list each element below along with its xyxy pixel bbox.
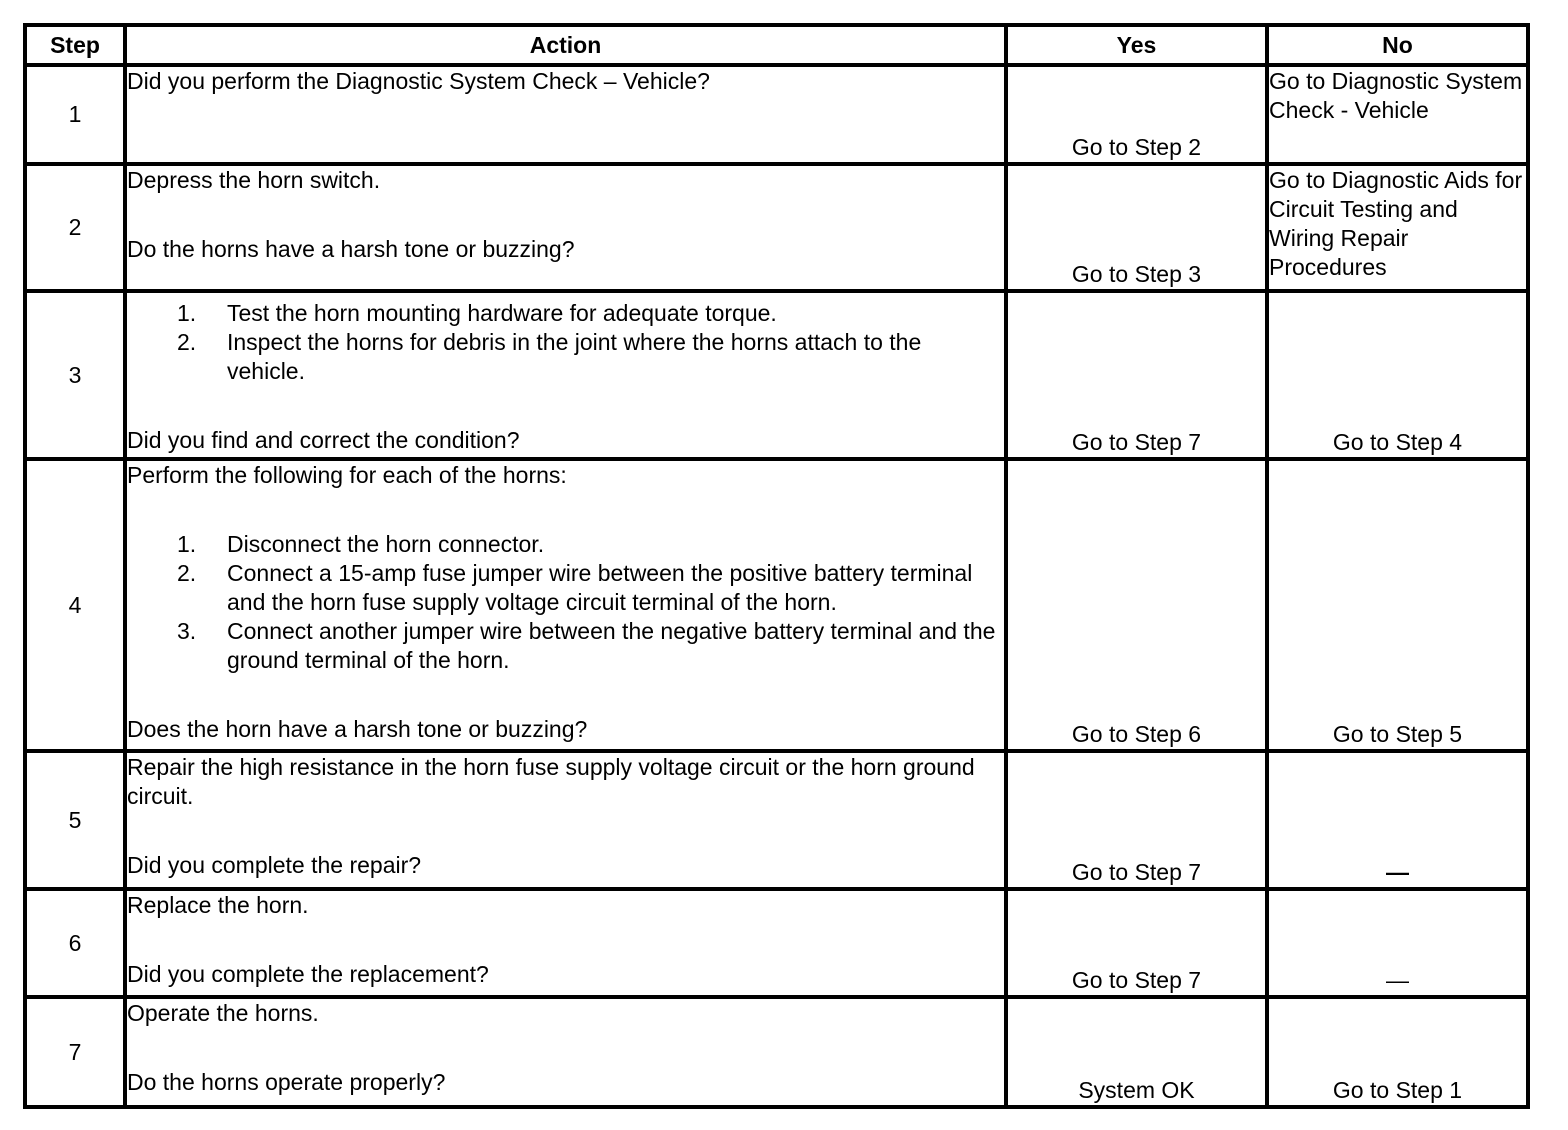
action-cell bbox=[125, 997, 1006, 1107]
list-item: 2. Connect a 15-amp fuse jumper wire between the positive battery terminal and the horn fuse supply voltage circuit terminal of the horn. bbox=[177, 560, 973, 615]
no-result: Go to Diagnostic System Check - Vehicle bbox=[1267, 65, 1528, 164]
table-row bbox=[25, 65, 1528, 164]
no-result: Go to Step 5 bbox=[1267, 459, 1528, 751]
header-row bbox=[25, 25, 1528, 65]
table-row bbox=[25, 459, 1528, 751]
table-row bbox=[25, 164, 1528, 291]
action-question: Do the horns have a harsh tone or buzzing? bbox=[127, 236, 575, 262]
header-no: No bbox=[1267, 25, 1528, 65]
action-cell bbox=[125, 65, 1006, 164]
header-action: Action bbox=[125, 25, 1006, 65]
yes-result: Go to Step 7 bbox=[1006, 889, 1267, 997]
action-question: Do the horns operate properly? bbox=[127, 1069, 446, 1095]
diagnostic-table bbox=[23, 23, 1530, 1109]
action-text: Did you perform the Diagnostic System Check – Vehicle? bbox=[127, 68, 710, 94]
step-number: 5 bbox=[25, 751, 125, 889]
list-item: 2. Inspect the horns for debris in the joint where the horns attach to the vehicle. bbox=[177, 329, 922, 384]
action-question: Did you find and correct the condition? bbox=[127, 427, 520, 453]
table-row bbox=[25, 889, 1528, 997]
no-result: — bbox=[1267, 889, 1528, 997]
step-number: 1 bbox=[25, 65, 125, 164]
no-result: — bbox=[1267, 751, 1528, 889]
step-number: 4 bbox=[25, 459, 125, 751]
yes-result: System OK bbox=[1006, 997, 1267, 1107]
procedure-list bbox=[127, 299, 1004, 386]
action-cell bbox=[125, 751, 1006, 889]
action-cell bbox=[125, 291, 1006, 459]
yes-result: Go to Step 6 bbox=[1006, 459, 1267, 751]
step-number: 2 bbox=[25, 164, 125, 291]
step-number: 7 bbox=[25, 997, 125, 1107]
header-yes: Yes bbox=[1006, 25, 1267, 65]
action-text: Replace the horn. bbox=[127, 892, 309, 918]
table-row bbox=[25, 291, 1528, 459]
action-text: Depress the horn switch. bbox=[127, 167, 381, 193]
action-text: Operate the horns. bbox=[127, 1000, 319, 1026]
table-row bbox=[25, 997, 1528, 1107]
list-item: 3. Connect another jumper wire between the negative battery terminal and the ground terminal of the horn. bbox=[177, 618, 996, 673]
action-cell bbox=[125, 459, 1006, 751]
step-number: 6 bbox=[25, 889, 125, 997]
action-cell bbox=[125, 889, 1006, 997]
action-question: Does the horn have a harsh tone or buzzing? bbox=[127, 716, 588, 742]
no-result: Go to Diagnostic Aids for Circuit Testing and Wiring Repair Procedures bbox=[1267, 164, 1528, 291]
list-item: 1. Disconnect the horn connector. bbox=[177, 531, 545, 557]
yes-result: Go to Step 7 bbox=[1006, 291, 1267, 459]
procedure-list bbox=[127, 530, 1004, 675]
table-row bbox=[25, 751, 1528, 889]
yes-result: Go to Step 7 bbox=[1006, 751, 1267, 889]
step-number: 3 bbox=[25, 291, 125, 459]
action-question: Did you complete the repair? bbox=[127, 852, 422, 878]
header-step: Step bbox=[25, 25, 125, 65]
action-text: Perform the following for each of the horns: bbox=[127, 462, 567, 488]
action-text: Repair the high resistance in the horn fuse supply voltage circuit or the horn ground circuit. bbox=[127, 754, 975, 809]
list-item: 1. Test the horn mounting hardware for adequate torque. bbox=[177, 300, 777, 326]
action-cell bbox=[125, 164, 1006, 291]
yes-result: Go to Step 2 bbox=[1006, 65, 1267, 164]
action-question: Did you complete the replacement? bbox=[127, 961, 489, 987]
no-result: Go to Step 1 bbox=[1267, 997, 1528, 1107]
no-result: Go to Step 4 bbox=[1267, 291, 1528, 459]
yes-result: Go to Step 3 bbox=[1006, 164, 1267, 291]
